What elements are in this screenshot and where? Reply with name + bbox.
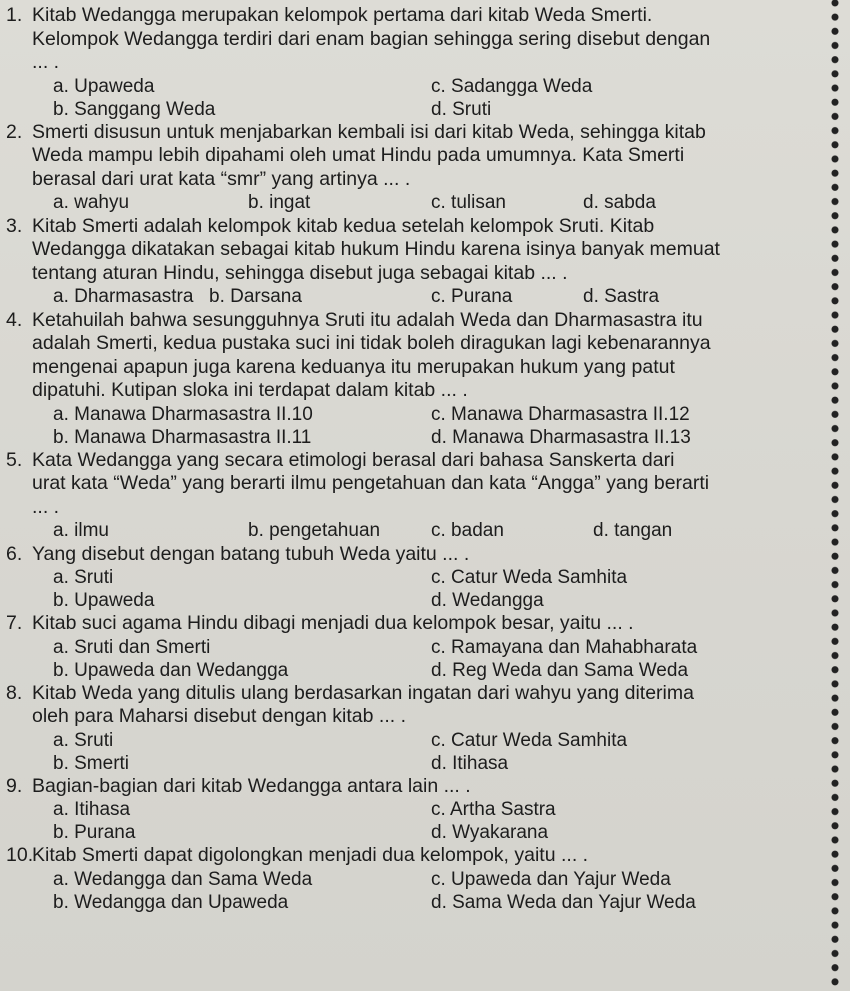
option-c[interactable]: c. badan (431, 520, 504, 541)
option-d[interactable]: d. sabda (583, 192, 656, 213)
option-d[interactable]: d. Sama Weda dan Yajur Weda (431, 891, 696, 913)
option-a[interactable]: a. Dharmasastra (53, 286, 194, 307)
question-text: Kata Wedangga yang secara etimologi berasal dari bahasa Sanskerta dari urat kata “Weda” yang berarti ilmu pengetahuan dan kata “Angga” yang berarti ... . (32, 448, 710, 518)
option-a[interactable]: a. Sruti (53, 729, 114, 751)
question-text: Smerti disusun untuk menjabarkan kembali isi dari kitab Weda, sehingga kitab Weda mampu lebih dipahami oleh umat Hindu pada umumnya. Kata Smerti berasal dari urat kata “smr” yang artinya ... . (32, 120, 706, 190)
question-10 (6, 844, 821, 914)
question-number: 10. (6, 844, 34, 866)
answer-options (53, 75, 821, 121)
question-number: 8. (6, 681, 23, 704)
option-a[interactable]: a. Sruti (53, 567, 114, 588)
question-text: Kitab Smerti adalah kelompok kitab kedua setelah kelompok Sruti. Kitab Wedangga dikatakan sebagai kitab hukum Hindu karena isinya banyak memuat tentang aturan Hindu, sehingga disebut juga sebagai kitab ... . (32, 214, 720, 284)
answer-options (53, 403, 821, 449)
question-number: 3. (6, 214, 23, 237)
answer-options (53, 636, 821, 682)
question-5 (6, 449, 821, 543)
answer-options (53, 729, 821, 775)
option-b[interactable]: b. Wedangga dan Upaweda (53, 891, 289, 913)
answer-options (53, 798, 821, 844)
option-a[interactable]: a. ilmu (53, 520, 109, 541)
option-b[interactable]: b. Smerti (53, 752, 130, 774)
question-9 (6, 775, 821, 845)
option-c[interactable]: c. Catur Weda Samhita (431, 729, 628, 751)
question-2 (6, 121, 821, 215)
question-list (6, 4, 821, 914)
option-c[interactable]: c. Ramayana dan Mahabharata (431, 636, 698, 658)
answer-options (53, 868, 821, 914)
question-number: 1. (6, 4, 23, 26)
option-c[interactable]: c. Manawa Dharmasastra II.12 (431, 403, 690, 425)
question-text: Bagian-bagian dari kitab Wedangga antara lain ... . (32, 774, 471, 797)
answer-options (53, 191, 821, 215)
option-c[interactable]: c. Purana (431, 286, 513, 307)
question-number: 2. (6, 120, 23, 143)
question-text: Kitab Wedangga merupakan kelompok pertama dari kitab Weda Smerti. Kelompok Wedangga terdiri dari enam bagian sehingga sering disebut dengan ... . (32, 4, 711, 73)
option-c[interactable]: c. Sadangga Weda (431, 75, 593, 97)
option-b[interactable]: b. Darsana (209, 286, 302, 307)
spiral-binding-holes (828, 0, 842, 991)
option-b[interactable]: b. pengetahuan (248, 520, 381, 541)
question-7 (6, 612, 821, 682)
option-d[interactable]: d. Itihasa (431, 752, 509, 774)
option-d[interactable]: d. Wyakarana (431, 822, 549, 843)
option-d[interactable]: d. Reg Weda dan Sama Weda (431, 659, 689, 681)
question-text: Yang disebut dengan batang tubuh Weda yaitu ... . (32, 542, 470, 565)
question-number: 7. (6, 612, 23, 634)
option-c[interactable]: c. Artha Sastra (431, 799, 556, 820)
option-a[interactable]: a. Wedangga dan Sama Weda (53, 868, 313, 890)
option-a[interactable]: a. Itihasa (53, 799, 131, 820)
answer-options (53, 285, 821, 309)
question-text: Kitab Weda yang ditulis ulang berdasarkan ingatan dari wahyu yang diterima oleh para Maharsi disebut dengan kitab ... . (32, 681, 694, 727)
question-text: Kitab Smerti dapat digolongkan menjadi dua kelompok, yaitu ... . (32, 844, 589, 866)
option-d[interactable]: d. Wedangga (431, 590, 544, 611)
question-8 (6, 682, 821, 775)
answer-options (53, 566, 821, 612)
option-b[interactable]: b. Sanggang Weda (53, 98, 216, 120)
option-a[interactable]: a. wahyu (53, 192, 130, 213)
question-1 (6, 4, 821, 121)
option-b[interactable]: b. Manawa Dharmasastra II.11 (53, 426, 312, 448)
question-number: 9. (6, 774, 23, 797)
option-b[interactable]: b. Purana (53, 822, 136, 843)
question-6 (6, 543, 821, 613)
question-text: Ketahuilah bahwa sesungguhnya Sruti itu adalah Weda dan Dharmasastra itu adalah Smerti, kedua pustaka suci ini tidak boleh diragukan lagi kebenarannya mengenai apapun juga karena keduanya itu merupakan hukum yang patut dipatuhi. Kutipan sloka ini terdapat dalam kitab ... . (32, 308, 711, 401)
option-c[interactable]: c. Catur Weda Samhita (431, 567, 628, 588)
question-number: 5. (6, 448, 23, 471)
option-c[interactable]: c. Upaweda dan Yajur Weda (431, 868, 671, 890)
option-d[interactable]: d. Sastra (583, 286, 660, 307)
option-a[interactable]: a. Upaweda (53, 75, 155, 97)
question-3 (6, 215, 821, 309)
option-a[interactable]: a. Sruti dan Smerti (53, 636, 211, 658)
option-b[interactable]: b. Upaweda dan Wedangga (53, 659, 289, 681)
question-text: Kitab suci agama Hindu dibagi menjadi dua kelompok besar, yaitu ... . (32, 612, 634, 634)
option-a[interactable]: a. Manawa Dharmasastra II.10 (53, 403, 313, 425)
option-d[interactable]: d. Sruti (431, 98, 492, 120)
question-4 (6, 309, 821, 449)
option-b[interactable]: b. Upaweda (53, 590, 155, 611)
option-d[interactable]: d. tangan (593, 520, 673, 541)
answer-options (53, 519, 821, 543)
question-number: 4. (6, 308, 23, 331)
question-number: 6. (6, 542, 23, 565)
option-c[interactable]: c. tulisan (431, 192, 506, 213)
option-d[interactable]: d. Manawa Dharmasastra II.13 (431, 426, 691, 448)
option-b[interactable]: b. ingat (248, 192, 311, 213)
